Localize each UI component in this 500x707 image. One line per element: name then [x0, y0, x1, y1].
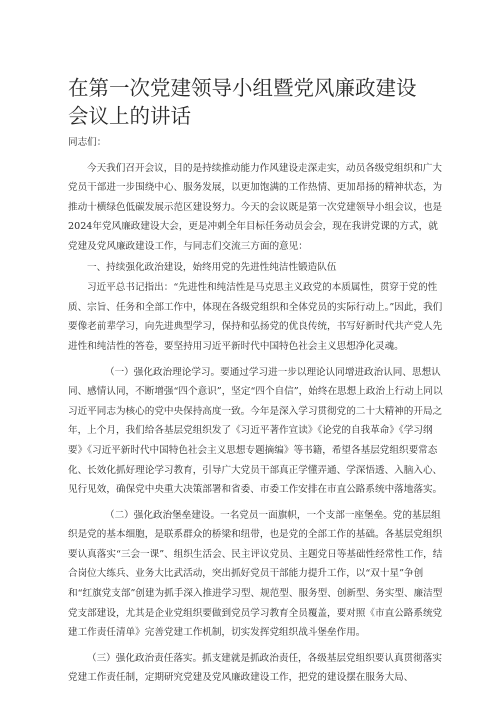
section-heading-1: 一、持续强化政治建设，始终用党的先进性纯洁性锻造队伍	[87, 261, 337, 273]
paragraph-subsection-1: （一）强化政治理论学习。要通过学习进一步以理论认同增进政治认同、思想认同、感情认同，不断增强“四个意识”，坚定“四个自信”，始终在思想上政治上行动上同以习近平同志为核心的党中央保持高度一致。今年是深入学习贯彻党的二十大精神的开局之年，上个月，我们给各基层党组织发了《习近平著作宣读》《论党的自我革命》《学习纲要》《习近平新时代中国特色社会主义思想专题摘编》等书籍，希望各基层党组织要常态化、长效化抓好理论学习教育，引导广大党员干部真正学懂弄通、学深悟透、入脑入心、见行见效，确保党中央重大决策部署和省委、市委工作安排在市直公路系统中落地落实。	[68, 366, 443, 496]
document-body	[68, 133, 444, 688]
paragraph-quote: 习近平总书记指出：“先进性和纯洁性是马克思主义政党的本质属性，贯穿于党的性质、宗旨、任务和全部工作中，体现在各级党组织和全体党员的实际行动上。”因此，我们要像老前辈学习，向先进典型学习，保持和弘扬党的优良传统，书写好新时代共产党人先进性和纯洁性的答卷，要坚持用习近平新时代中国特色社会主义思想净化灵魂。	[68, 282, 443, 352]
greeting: 同志们：	[68, 137, 107, 148]
paragraph-subsection-2: （二）强化政治堡垒建设。一名党员一面旗帜，一个支部一座堡垒。党的基层组织是党的基本细胞，是联系群众的桥梁和纽带，也是党的全部工作的基础。各基层党组织要认真落实“三会一课”、组织生活会、民主评议党员、主题党日等基础性经常性工作，结合岗位大练兵、业务大比武活动，突出抓好党员干部能力提升工作，以“双十星”争创和“红旗党支部”创建为抓手深入推进学习型、规范型、服务型、创新型、务实型、廉洁型党支部建设，尤其是企业党组织要做到党员学习教育全员覆盖，要对照《市直公路系统党建工作责任清单》完善党建工作机制，切实发挥党组织战斗堡垒作用。	[68, 509, 443, 639]
paragraph-intro: 今天我们召开会议，目的是持续推动能力作风建设走深走实，动员各级党组织和广大党员干部进一步围绕中心、服务发展，以更加饱满的工作热情、更加昂扬的精神状态，为推动十横绿色低碳发展示范区建设努力。今天的会议既是第一次党建领导小组会议，也是2024年党风廉政建设大会，更是冲刺全年目标任务动员会会，现在我讲党课的方式，就党建及党风廉政建设工作，与同志们交流三方面的意见：	[68, 162, 443, 252]
paragraph-subsection-3: （三）强化政治责任落实。抓支建就是抓政治责任，各级基层党组织要认真贯彻落实党建工作责任制，定期研究党建及党风廉政建设工作，把党的建设摆在服务大局、	[68, 652, 442, 684]
document-title: 在第一次党建领导小组暨党风廉政建设会议上的讲话	[68, 76, 417, 128]
